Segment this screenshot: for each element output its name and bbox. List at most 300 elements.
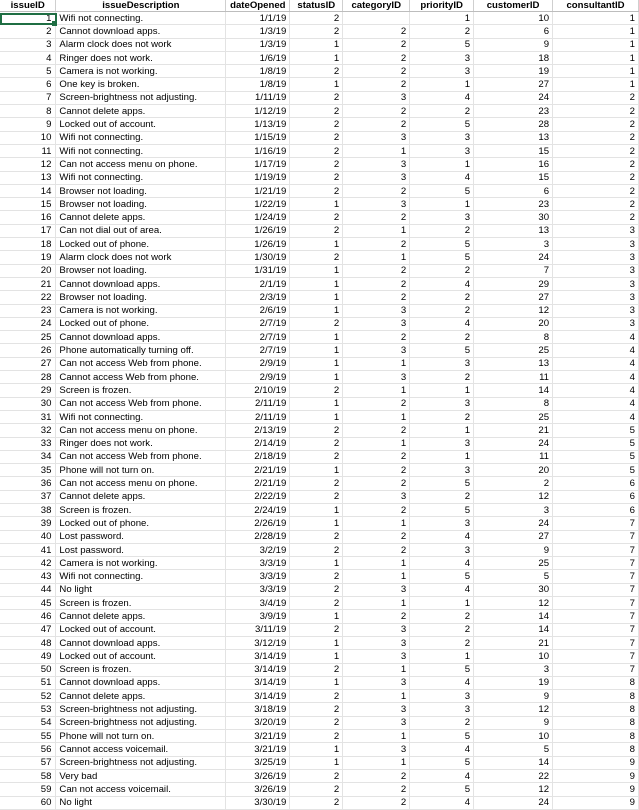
cell-statusid[interactable]: 1 bbox=[290, 503, 343, 516]
cell-dateopened[interactable]: 3/11/19 bbox=[226, 623, 290, 636]
cell-customerid[interactable]: 19 bbox=[474, 65, 553, 78]
cell-issuedescription[interactable]: Ringer does not work. bbox=[56, 51, 226, 64]
cell-statusid[interactable]: 1 bbox=[290, 331, 343, 344]
cell-statusid[interactable]: 1 bbox=[290, 357, 343, 370]
cell-issuedescription[interactable]: Screen is frozen. bbox=[56, 503, 226, 516]
cell-issueid[interactable]: 60 bbox=[0, 796, 56, 809]
cell-categoryid[interactable]: 3 bbox=[343, 623, 410, 636]
cell-consultantid[interactable]: 1 bbox=[553, 38, 639, 51]
cell-priorityid[interactable]: 4 bbox=[410, 583, 474, 596]
cell-categoryid[interactable]: 3 bbox=[343, 743, 410, 756]
cell-categoryid[interactable]: 3 bbox=[343, 304, 410, 317]
cell-dateopened[interactable]: 2/7/19 bbox=[226, 344, 290, 357]
cell-statusid[interactable]: 2 bbox=[290, 158, 343, 171]
cell-dateopened[interactable]: 2/10/19 bbox=[226, 384, 290, 397]
cell-issuedescription[interactable]: Locked out of phone. bbox=[56, 517, 226, 530]
cell-priorityid[interactable]: 2 bbox=[410, 25, 474, 38]
cell-issueid[interactable]: 39 bbox=[0, 517, 56, 530]
cell-statusid[interactable]: 2 bbox=[290, 144, 343, 157]
cell-consultantid[interactable]: 3 bbox=[553, 251, 639, 264]
cell-customerid[interactable]: 2 bbox=[474, 477, 553, 490]
cell-categoryid[interactable]: 2 bbox=[343, 450, 410, 463]
cell-issueid[interactable]: 24 bbox=[0, 317, 56, 330]
cell-statusid[interactable]: 1 bbox=[290, 78, 343, 91]
cell-priorityid[interactable]: 1 bbox=[410, 158, 474, 171]
cell-issueid[interactable]: 37 bbox=[0, 490, 56, 503]
cell-categoryid[interactable]: 1 bbox=[343, 663, 410, 676]
cell-issuedescription[interactable]: No light bbox=[56, 796, 226, 809]
cell-customerid[interactable]: 19 bbox=[474, 676, 553, 689]
cell-issuedescription[interactable]: Cannot delete apps. bbox=[56, 690, 226, 703]
cell-categoryid[interactable]: 1 bbox=[343, 756, 410, 769]
header-issuedescription[interactable]: issueDescription bbox=[56, 0, 226, 12]
cell-statusid[interactable]: 2 bbox=[290, 251, 343, 264]
cell-consultantid[interactable]: 4 bbox=[553, 344, 639, 357]
cell-dateopened[interactable]: 2/18/19 bbox=[226, 450, 290, 463]
cell-categoryid[interactable]: 3 bbox=[343, 158, 410, 171]
cell-categoryid[interactable]: 1 bbox=[343, 144, 410, 157]
cell-priorityid[interactable]: 2 bbox=[410, 610, 474, 623]
cell-dateopened[interactable]: 3/21/19 bbox=[226, 730, 290, 743]
cell-priorityid[interactable]: 4 bbox=[410, 557, 474, 570]
cell-issueid[interactable]: 2 bbox=[0, 25, 56, 38]
cell-categoryid[interactable]: 3 bbox=[343, 131, 410, 144]
cell-issueid[interactable]: 54 bbox=[0, 716, 56, 729]
cell-customerid[interactable]: 14 bbox=[474, 756, 553, 769]
cell-issueid[interactable]: 47 bbox=[0, 623, 56, 636]
cell-consultantid[interactable]: 7 bbox=[553, 663, 639, 676]
cell-issueid[interactable]: 19 bbox=[0, 251, 56, 264]
cell-issueid[interactable]: 26 bbox=[0, 344, 56, 357]
cell-issueid[interactable]: 17 bbox=[0, 224, 56, 237]
cell-categoryid[interactable]: 2 bbox=[343, 25, 410, 38]
cell-priorityid[interactable]: 4 bbox=[410, 769, 474, 782]
cell-customerid[interactable]: 27 bbox=[474, 78, 553, 91]
cell-categoryid[interactable]: 3 bbox=[343, 91, 410, 104]
cell-dateopened[interactable]: 1/8/19 bbox=[226, 78, 290, 91]
cell-statusid[interactable]: 1 bbox=[290, 38, 343, 51]
cell-customerid[interactable]: 18 bbox=[474, 51, 553, 64]
cell-categoryid[interactable]: 3 bbox=[343, 716, 410, 729]
cell-dateopened[interactable]: 1/30/19 bbox=[226, 251, 290, 264]
cell-issueid[interactable]: 3 bbox=[0, 38, 56, 51]
cell-issueid[interactable]: 10 bbox=[0, 131, 56, 144]
cell-issuedescription[interactable]: No light bbox=[56, 583, 226, 596]
cell-categoryid[interactable]: 3 bbox=[343, 650, 410, 663]
cell-statusid[interactable]: 2 bbox=[290, 703, 343, 716]
cell-categoryid[interactable] bbox=[343, 12, 410, 25]
cell-customerid[interactable]: 12 bbox=[474, 304, 553, 317]
cell-dateopened[interactable]: 1/3/19 bbox=[226, 25, 290, 38]
cell-categoryid[interactable]: 3 bbox=[343, 344, 410, 357]
cell-dateopened[interactable]: 1/12/19 bbox=[226, 105, 290, 118]
cell-issueid[interactable]: 42 bbox=[0, 557, 56, 570]
cell-priorityid[interactable]: 5 bbox=[410, 730, 474, 743]
cell-issuedescription[interactable]: Can not access menu on phone. bbox=[56, 158, 226, 171]
cell-dateopened[interactable]: 3/2/19 bbox=[226, 543, 290, 556]
cell-priorityid[interactable]: 4 bbox=[410, 743, 474, 756]
cell-statusid[interactable]: 1 bbox=[290, 636, 343, 649]
cell-consultantid[interactable]: 2 bbox=[553, 198, 639, 211]
cell-priorityid[interactable]: 2 bbox=[410, 371, 474, 384]
cell-statusid[interactable]: 2 bbox=[290, 477, 343, 490]
cell-statusid[interactable]: 2 bbox=[290, 450, 343, 463]
cell-customerid[interactable]: 6 bbox=[474, 25, 553, 38]
cell-issuedescription[interactable]: Wifi not connecting. bbox=[56, 570, 226, 583]
cell-issuedescription[interactable]: Screen-brightness not adjusting. bbox=[56, 91, 226, 104]
cell-priorityid[interactable]: 3 bbox=[410, 464, 474, 477]
cell-consultantid[interactable]: 6 bbox=[553, 477, 639, 490]
cell-consultantid[interactable]: 7 bbox=[553, 583, 639, 596]
cell-issueid[interactable]: 13 bbox=[0, 171, 56, 184]
cell-statusid[interactable]: 2 bbox=[290, 224, 343, 237]
cell-priorityid[interactable]: 5 bbox=[410, 118, 474, 131]
cell-statusid[interactable]: 1 bbox=[290, 676, 343, 689]
cell-priorityid[interactable]: 4 bbox=[410, 171, 474, 184]
cell-priorityid[interactable]: 1 bbox=[410, 650, 474, 663]
cell-priorityid[interactable]: 3 bbox=[410, 357, 474, 370]
cell-categoryid[interactable]: 1 bbox=[343, 570, 410, 583]
cell-statusid[interactable]: 2 bbox=[290, 171, 343, 184]
cell-consultantid[interactable]: 7 bbox=[553, 623, 639, 636]
cell-priorityid[interactable]: 3 bbox=[410, 131, 474, 144]
cell-dateopened[interactable]: 3/26/19 bbox=[226, 783, 290, 796]
cell-issueid[interactable]: 14 bbox=[0, 184, 56, 197]
cell-issuedescription[interactable]: Cannot delete apps. bbox=[56, 610, 226, 623]
cell-dateopened[interactable]: 3/14/19 bbox=[226, 690, 290, 703]
cell-statusid[interactable]: 2 bbox=[290, 597, 343, 610]
cell-consultantid[interactable]: 1 bbox=[553, 25, 639, 38]
cell-priorityid[interactable]: 1 bbox=[410, 12, 474, 25]
cell-issuedescription[interactable]: Screen is frozen. bbox=[56, 663, 226, 676]
cell-statusid[interactable]: 2 bbox=[290, 317, 343, 330]
cell-issueid[interactable]: 36 bbox=[0, 477, 56, 490]
cell-priorityid[interactable]: 2 bbox=[410, 304, 474, 317]
cell-categoryid[interactable]: 2 bbox=[343, 38, 410, 51]
cell-statusid[interactable]: 1 bbox=[290, 743, 343, 756]
cell-issueid[interactable]: 12 bbox=[0, 158, 56, 171]
cell-priorityid[interactable]: 1 bbox=[410, 384, 474, 397]
cell-statusid[interactable]: 2 bbox=[290, 543, 343, 556]
cell-priorityid[interactable]: 2 bbox=[410, 264, 474, 277]
cell-categoryid[interactable]: 1 bbox=[343, 384, 410, 397]
cell-consultantid[interactable]: 5 bbox=[553, 437, 639, 450]
cell-customerid[interactable]: 22 bbox=[474, 769, 553, 782]
cell-categoryid[interactable]: 2 bbox=[343, 424, 410, 437]
cell-issuedescription[interactable]: Cannot download apps. bbox=[56, 25, 226, 38]
cell-dateopened[interactable]: 2/6/19 bbox=[226, 304, 290, 317]
cell-issuedescription[interactable]: Cannot download apps. bbox=[56, 676, 226, 689]
cell-categoryid[interactable]: 3 bbox=[343, 317, 410, 330]
cell-issuedescription[interactable]: Camera is not working. bbox=[56, 304, 226, 317]
cell-statusid[interactable]: 1 bbox=[290, 264, 343, 277]
cell-priorityid[interactable]: 3 bbox=[410, 437, 474, 450]
cell-statusid[interactable]: 2 bbox=[290, 211, 343, 224]
cell-consultantid[interactable]: 2 bbox=[553, 211, 639, 224]
cell-dateopened[interactable]: 3/3/19 bbox=[226, 570, 290, 583]
cell-priorityid[interactable]: 5 bbox=[410, 184, 474, 197]
cell-consultantid[interactable]: 1 bbox=[553, 65, 639, 78]
cell-statusid[interactable]: 2 bbox=[290, 184, 343, 197]
cell-issuedescription[interactable]: Cannot access voicemail. bbox=[56, 743, 226, 756]
cell-customerid[interactable]: 13 bbox=[474, 357, 553, 370]
cell-issuedescription[interactable]: Phone automatically turning off. bbox=[56, 344, 226, 357]
cell-statusid[interactable]: 2 bbox=[290, 796, 343, 809]
header-priorityid[interactable]: priorityID bbox=[410, 0, 474, 12]
cell-statusid[interactable]: 2 bbox=[290, 730, 343, 743]
cell-priorityid[interactable]: 5 bbox=[410, 344, 474, 357]
cell-issueid[interactable]: 46 bbox=[0, 610, 56, 623]
cell-customerid[interactable]: 14 bbox=[474, 623, 553, 636]
cell-issuedescription[interactable]: Screen-brightness not adjusting. bbox=[56, 756, 226, 769]
cell-customerid[interactable]: 8 bbox=[474, 331, 553, 344]
cell-issuedescription[interactable]: Can not access Web from phone. bbox=[56, 450, 226, 463]
cell-customerid[interactable]: 5 bbox=[474, 743, 553, 756]
cell-consultantid[interactable]: 3 bbox=[553, 304, 639, 317]
cell-issuedescription[interactable]: Lost password. bbox=[56, 543, 226, 556]
cell-priorityid[interactable]: 2 bbox=[410, 331, 474, 344]
cell-categoryid[interactable]: 3 bbox=[343, 171, 410, 184]
cell-dateopened[interactable]: 2/9/19 bbox=[226, 371, 290, 384]
cell-customerid[interactable]: 15 bbox=[474, 171, 553, 184]
cell-priorityid[interactable]: 2 bbox=[410, 636, 474, 649]
cell-consultantid[interactable]: 5 bbox=[553, 424, 639, 437]
cell-priorityid[interactable]: 1 bbox=[410, 78, 474, 91]
cell-consultantid[interactable]: 7 bbox=[553, 570, 639, 583]
cell-dateopened[interactable]: 1/17/19 bbox=[226, 158, 290, 171]
cell-consultantid[interactable]: 2 bbox=[553, 144, 639, 157]
cell-issueid[interactable]: 25 bbox=[0, 331, 56, 344]
cell-issueid[interactable]: 57 bbox=[0, 756, 56, 769]
cell-dateopened[interactable]: 1/22/19 bbox=[226, 198, 290, 211]
cell-customerid[interactable]: 6 bbox=[474, 184, 553, 197]
header-dateopened[interactable]: dateOpened bbox=[226, 0, 290, 12]
cell-issuedescription[interactable]: Alarm clock does not work bbox=[56, 38, 226, 51]
cell-consultantid[interactable]: 3 bbox=[553, 291, 639, 304]
cell-issueid[interactable]: 31 bbox=[0, 410, 56, 423]
cell-priorityid[interactable]: 5 bbox=[410, 477, 474, 490]
cell-issuedescription[interactable]: Screen is frozen. bbox=[56, 597, 226, 610]
cell-consultantid[interactable]: 8 bbox=[553, 676, 639, 689]
cell-dateopened[interactable]: 2/14/19 bbox=[226, 437, 290, 450]
cell-customerid[interactable]: 20 bbox=[474, 464, 553, 477]
cell-statusid[interactable]: 2 bbox=[290, 583, 343, 596]
cell-dateopened[interactable]: 3/26/19 bbox=[226, 769, 290, 782]
cell-customerid[interactable]: 3 bbox=[474, 503, 553, 516]
cell-dateopened[interactable]: 1/3/19 bbox=[226, 38, 290, 51]
cell-issuedescription[interactable]: Very bad bbox=[56, 769, 226, 782]
cell-issuedescription[interactable]: Locked out of phone. bbox=[56, 317, 226, 330]
cell-consultantid[interactable]: 9 bbox=[553, 796, 639, 809]
cell-consultantid[interactable]: 3 bbox=[553, 317, 639, 330]
cell-issueid[interactable]: 48 bbox=[0, 636, 56, 649]
cell-consultantid[interactable]: 4 bbox=[553, 397, 639, 410]
cell-dateopened[interactable]: 3/14/19 bbox=[226, 676, 290, 689]
header-issueid[interactable]: issueID bbox=[0, 0, 56, 12]
cell-customerid[interactable]: 24 bbox=[474, 91, 553, 104]
cell-issueid[interactable]: 33 bbox=[0, 437, 56, 450]
cell-consultantid[interactable]: 2 bbox=[553, 91, 639, 104]
cell-customerid[interactable]: 20 bbox=[474, 317, 553, 330]
cell-statusid[interactable]: 1 bbox=[290, 198, 343, 211]
cell-categoryid[interactable]: 1 bbox=[343, 437, 410, 450]
cell-issuedescription[interactable]: Cannot download apps. bbox=[56, 636, 226, 649]
cell-priorityid[interactable]: 2 bbox=[410, 105, 474, 118]
cell-customerid[interactable]: 25 bbox=[474, 344, 553, 357]
cell-statusid[interactable]: 1 bbox=[290, 291, 343, 304]
cell-issuedescription[interactable]: Can not access menu on phone. bbox=[56, 424, 226, 437]
cell-categoryid[interactable]: 1 bbox=[343, 410, 410, 423]
cell-customerid[interactable]: 12 bbox=[474, 703, 553, 716]
cell-priorityid[interactable]: 5 bbox=[410, 251, 474, 264]
cell-consultantid[interactable]: 8 bbox=[553, 730, 639, 743]
cell-issueid[interactable]: 58 bbox=[0, 769, 56, 782]
cell-categoryid[interactable]: 2 bbox=[343, 464, 410, 477]
cell-statusid[interactable]: 2 bbox=[290, 65, 343, 78]
cell-customerid[interactable]: 5 bbox=[474, 570, 553, 583]
cell-issuedescription[interactable]: Can not access voicemail. bbox=[56, 783, 226, 796]
cell-customerid[interactable]: 12 bbox=[474, 783, 553, 796]
cell-customerid[interactable]: 9 bbox=[474, 690, 553, 703]
cell-issueid[interactable]: 51 bbox=[0, 676, 56, 689]
cell-dateopened[interactable]: 2/3/19 bbox=[226, 291, 290, 304]
cell-customerid[interactable]: 14 bbox=[474, 610, 553, 623]
cell-consultantid[interactable]: 6 bbox=[553, 490, 639, 503]
cell-statusid[interactable]: 2 bbox=[290, 690, 343, 703]
cell-categoryid[interactable]: 2 bbox=[343, 51, 410, 64]
cell-issuedescription[interactable]: Browser not loading. bbox=[56, 184, 226, 197]
cell-consultantid[interactable]: 8 bbox=[553, 690, 639, 703]
cell-categoryid[interactable]: 3 bbox=[343, 371, 410, 384]
cell-issueid[interactable]: 55 bbox=[0, 730, 56, 743]
cell-issuedescription[interactable]: Screen is frozen. bbox=[56, 384, 226, 397]
cell-dateopened[interactable]: 1/19/19 bbox=[226, 171, 290, 184]
cell-consultantid[interactable]: 1 bbox=[553, 51, 639, 64]
cell-issuedescription[interactable]: Browser not loading. bbox=[56, 264, 226, 277]
cell-issueid[interactable]: 30 bbox=[0, 397, 56, 410]
cell-issuedescription[interactable]: Locked out of account. bbox=[56, 118, 226, 131]
cell-statusid[interactable]: 1 bbox=[290, 277, 343, 290]
cell-statusid[interactable]: 1 bbox=[290, 610, 343, 623]
cell-priorityid[interactable]: 2 bbox=[410, 490, 474, 503]
cell-issueid[interactable]: 6 bbox=[0, 78, 56, 91]
cell-categoryid[interactable]: 2 bbox=[343, 477, 410, 490]
cell-issueid[interactable]: 45 bbox=[0, 597, 56, 610]
cell-consultantid[interactable]: 9 bbox=[553, 769, 639, 782]
cell-issueid[interactable]: 49 bbox=[0, 650, 56, 663]
cell-categoryid[interactable]: 2 bbox=[343, 610, 410, 623]
cell-dateopened[interactable]: 3/9/19 bbox=[226, 610, 290, 623]
cell-dateopened[interactable]: 1/1/19 bbox=[226, 12, 290, 25]
cell-consultantid[interactable]: 4 bbox=[553, 357, 639, 370]
cell-issueid[interactable]: 11 bbox=[0, 144, 56, 157]
cell-customerid[interactable]: 23 bbox=[474, 105, 553, 118]
cell-consultantid[interactable]: 2 bbox=[553, 184, 639, 197]
cell-categoryid[interactable]: 3 bbox=[343, 676, 410, 689]
cell-dateopened[interactable]: 3/3/19 bbox=[226, 557, 290, 570]
cell-issuedescription[interactable]: Phone will not turn on. bbox=[56, 730, 226, 743]
cell-issuedescription[interactable]: One key is broken. bbox=[56, 78, 226, 91]
cell-statusid[interactable]: 2 bbox=[290, 623, 343, 636]
cell-customerid[interactable]: 9 bbox=[474, 543, 553, 556]
cell-issuedescription[interactable]: Cannot download apps. bbox=[56, 331, 226, 344]
cell-statusid[interactable]: 1 bbox=[290, 650, 343, 663]
cell-issueid[interactable]: 34 bbox=[0, 450, 56, 463]
fill-handle[interactable] bbox=[52, 21, 57, 26]
cell-issuedescription[interactable]: Phone will not turn on. bbox=[56, 464, 226, 477]
cell-issueid[interactable]: 41 bbox=[0, 543, 56, 556]
cell-dateopened[interactable]: 2/26/19 bbox=[226, 517, 290, 530]
cell-categoryid[interactable]: 2 bbox=[343, 783, 410, 796]
cell-customerid[interactable]: 21 bbox=[474, 636, 553, 649]
cell-issueid[interactable]: 40 bbox=[0, 530, 56, 543]
cell-dateopened[interactable]: 1/24/19 bbox=[226, 211, 290, 224]
cell-dateopened[interactable]: 1/21/19 bbox=[226, 184, 290, 197]
cell-dateopened[interactable]: 1/6/19 bbox=[226, 51, 290, 64]
cell-issuedescription[interactable]: Can not dial out of area. bbox=[56, 224, 226, 237]
cell-categoryid[interactable]: 2 bbox=[343, 543, 410, 556]
cell-customerid[interactable]: 30 bbox=[474, 211, 553, 224]
cell-issueid[interactable]: 23 bbox=[0, 304, 56, 317]
cell-categoryid[interactable]: 2 bbox=[343, 291, 410, 304]
cell-issueid[interactable]: 53 bbox=[0, 703, 56, 716]
cell-consultantid[interactable]: 2 bbox=[553, 171, 639, 184]
cell-customerid[interactable]: 16 bbox=[474, 158, 553, 171]
cell-priorityid[interactable]: 2 bbox=[410, 291, 474, 304]
cell-issuedescription[interactable]: Cannot download apps. bbox=[56, 277, 226, 290]
cell-categoryid[interactable]: 1 bbox=[343, 251, 410, 264]
cell-statusid[interactable]: 1 bbox=[290, 464, 343, 477]
cell-dateopened[interactable]: 1/11/19 bbox=[226, 91, 290, 104]
cell-priorityid[interactable]: 3 bbox=[410, 397, 474, 410]
cell-issueid[interactable]: 9 bbox=[0, 118, 56, 131]
header-statusid[interactable]: statusID bbox=[290, 0, 343, 12]
cell-dateopened[interactable]: 3/20/19 bbox=[226, 716, 290, 729]
cell-priorityid[interactable]: 5 bbox=[410, 756, 474, 769]
cell-priorityid[interactable]: 3 bbox=[410, 65, 474, 78]
cell-customerid[interactable]: 15 bbox=[474, 144, 553, 157]
cell-issueid[interactable]: 5 bbox=[0, 65, 56, 78]
cell-issueid[interactable]: 43 bbox=[0, 570, 56, 583]
cell-customerid[interactable]: 9 bbox=[474, 716, 553, 729]
cell-customerid[interactable]: 12 bbox=[474, 490, 553, 503]
cell-issuedescription[interactable]: Can not access menu on phone. bbox=[56, 477, 226, 490]
cell-consultantid[interactable]: 6 bbox=[553, 503, 639, 516]
cell-categoryid[interactable]: 2 bbox=[343, 78, 410, 91]
header-customerid[interactable]: customerID bbox=[474, 0, 553, 12]
cell-customerid[interactable]: 27 bbox=[474, 291, 553, 304]
cell-dateopened[interactable]: 3/25/19 bbox=[226, 756, 290, 769]
cell-dateopened[interactable]: 1/15/19 bbox=[226, 131, 290, 144]
cell-consultantid[interactable]: 4 bbox=[553, 410, 639, 423]
cell-dateopened[interactable]: 2/21/19 bbox=[226, 477, 290, 490]
cell-categoryid[interactable]: 2 bbox=[343, 105, 410, 118]
cell-priorityid[interactable]: 4 bbox=[410, 530, 474, 543]
cell-issuedescription[interactable]: Alarm clock does not work bbox=[56, 251, 226, 264]
cell-issueid[interactable]: 21 bbox=[0, 277, 56, 290]
cell-issueid[interactable]: 22 bbox=[0, 291, 56, 304]
cell-customerid[interactable]: 29 bbox=[474, 277, 553, 290]
cell-categoryid[interactable]: 3 bbox=[343, 703, 410, 716]
cell-dateopened[interactable]: 2/9/19 bbox=[226, 357, 290, 370]
cell-consultantid[interactable]: 7 bbox=[553, 557, 639, 570]
cell-priorityid[interactable]: 5 bbox=[410, 783, 474, 796]
cell-statusid[interactable]: 2 bbox=[290, 118, 343, 131]
cell-priorityid[interactable]: 3 bbox=[410, 51, 474, 64]
cell-issueid[interactable]: 38 bbox=[0, 503, 56, 516]
cell-statusid[interactable]: 1 bbox=[290, 756, 343, 769]
cell-priorityid[interactable]: 2 bbox=[410, 623, 474, 636]
